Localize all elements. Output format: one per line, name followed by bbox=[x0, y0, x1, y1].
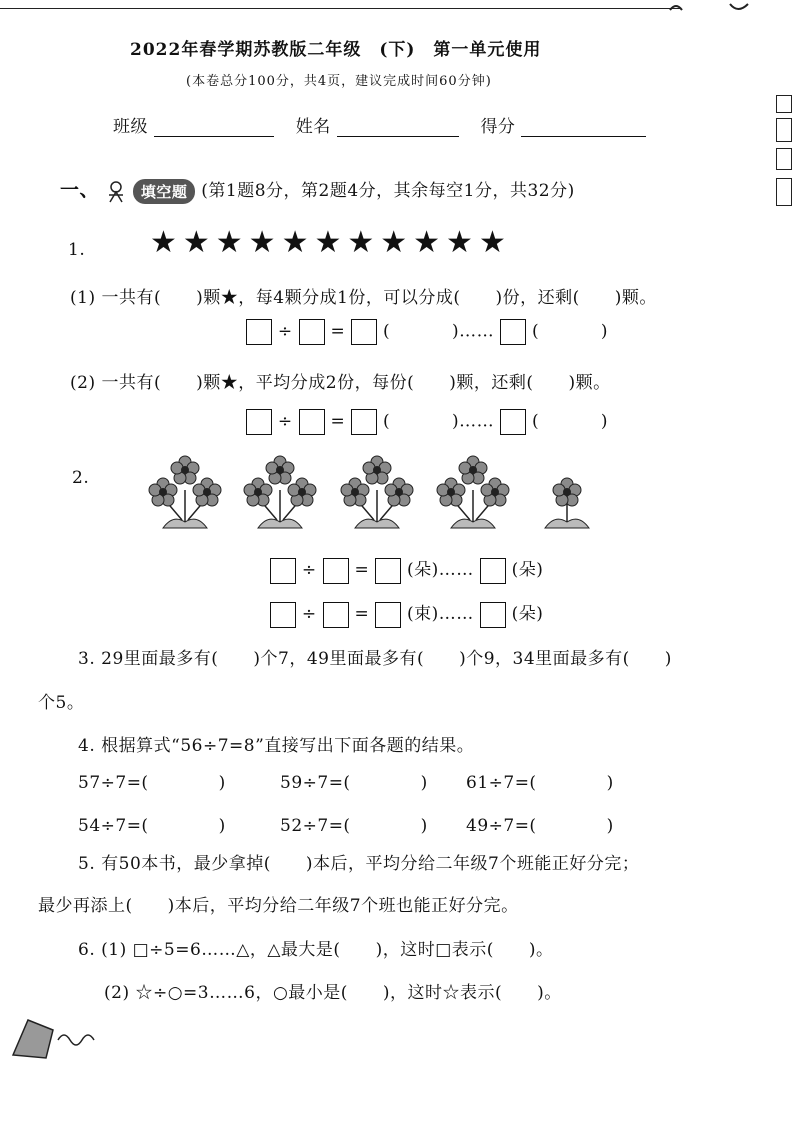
paren-close: ) bbox=[451, 321, 460, 342]
star-row: ★★★★★★★★★★★ bbox=[150, 225, 512, 260]
binding-mark bbox=[776, 178, 792, 206]
q1-part1: (1) 一共有( )颗★，每4颗分成1份，可以分成( )份，还剩( )颗。 bbox=[70, 288, 657, 308]
remainder-dots: …… bbox=[459, 411, 495, 432]
exam-note: (本卷总分100分，共4页，建议完成时间60分钟) bbox=[186, 74, 492, 89]
answer-box[interactable] bbox=[246, 409, 272, 435]
answer-box[interactable] bbox=[480, 602, 506, 628]
score-label: 得分 bbox=[480, 117, 516, 137]
paren-close: ) bbox=[600, 411, 609, 432]
answer-box[interactable] bbox=[323, 602, 349, 628]
score-blank[interactable] bbox=[521, 136, 646, 137]
answer-box[interactable] bbox=[270, 602, 296, 628]
answer-box[interactable] bbox=[323, 558, 349, 584]
section-number: 一、 bbox=[60, 179, 100, 201]
q1-number: 1. bbox=[68, 240, 86, 260]
binding-mark bbox=[776, 148, 792, 170]
equals-sign: = bbox=[354, 560, 370, 580]
unit-label: (朵) bbox=[407, 560, 439, 580]
q4-item: 54÷7=( ) bbox=[78, 816, 226, 836]
kid-mascot-icon bbox=[105, 180, 127, 204]
flower-bunches-image bbox=[145, 450, 605, 540]
equals-sign: = bbox=[330, 321, 346, 342]
name-label: 姓名 bbox=[295, 117, 331, 137]
divide-sign: ÷ bbox=[277, 321, 293, 342]
q4-item: 59÷7=( ) bbox=[280, 773, 428, 793]
q5-line2: 最少再添上( )本后，平均分给二年级7个班也能正好分完。 bbox=[38, 896, 519, 916]
paren-open: ( bbox=[383, 411, 391, 432]
binding-mark bbox=[776, 118, 792, 142]
divide-sign: ÷ bbox=[277, 411, 293, 432]
class-blank[interactable] bbox=[154, 136, 274, 137]
binding-mark bbox=[776, 95, 792, 113]
section-heading bbox=[60, 175, 575, 204]
answer-box[interactable] bbox=[299, 319, 325, 345]
unit-label: (朵) bbox=[511, 560, 544, 580]
section-badge: 填空题 bbox=[133, 179, 196, 204]
q2-eq2 bbox=[270, 599, 543, 628]
answer-box[interactable] bbox=[299, 409, 325, 435]
q1-part2: (2) 一共有( )颗★，平均分成2份，每份( )颗，还剩( )颗。 bbox=[70, 373, 611, 393]
q4-item: 61÷7=( ) bbox=[466, 773, 614, 793]
paren-open: ( bbox=[531, 321, 540, 342]
remainder-dots: …… bbox=[438, 560, 474, 580]
answer-box[interactable] bbox=[375, 558, 401, 584]
paren-open: ( bbox=[383, 321, 391, 342]
mascot-corner-icon bbox=[8, 1010, 108, 1060]
equals-sign: = bbox=[330, 411, 346, 432]
answer-box[interactable] bbox=[375, 602, 401, 628]
q1-eq2 bbox=[246, 409, 608, 435]
paren-close: ) bbox=[451, 411, 460, 432]
answer-box[interactable] bbox=[270, 558, 296, 584]
paren-open: ( bbox=[531, 411, 540, 432]
q1-eq1 bbox=[246, 319, 608, 345]
q4-text: 4. 根据算式“56÷7=8”直接写出下面各题的结果。 bbox=[78, 736, 475, 756]
class-label: 班级 bbox=[113, 117, 148, 137]
q3-line2: 个5。 bbox=[38, 693, 85, 713]
unit-label: (朵) bbox=[511, 604, 544, 624]
page-title: 2022年春学期苏教版二年级 (下) 第一单元使用 bbox=[130, 40, 542, 60]
q2-eq1 bbox=[270, 555, 543, 584]
paren-close: ) bbox=[600, 321, 609, 342]
answer-box[interactable] bbox=[500, 319, 526, 345]
remainder-dots: …… bbox=[459, 321, 495, 342]
info-row bbox=[113, 112, 646, 137]
top-rule bbox=[0, 8, 680, 9]
answer-box[interactable] bbox=[500, 409, 526, 435]
divide-sign: ÷ bbox=[301, 604, 317, 624]
q4-item: 57÷7=( ) bbox=[78, 773, 226, 793]
q3-line1: 3. 29里面最多有( )个7，49里面最多有( )个9，34里面最多有( ) bbox=[78, 649, 672, 669]
answer-box[interactable] bbox=[351, 409, 377, 435]
answer-box[interactable] bbox=[480, 558, 506, 584]
q4-item: 49÷7=( ) bbox=[466, 816, 614, 836]
name-blank[interactable] bbox=[337, 136, 459, 137]
unit-label: (束) bbox=[407, 604, 439, 624]
q2-number: 2. bbox=[72, 468, 90, 488]
corner-scribble bbox=[640, 0, 760, 18]
section-scoring: (第1题8分，第2题4分，其余每空1分，共32分) bbox=[201, 181, 575, 201]
divide-sign: ÷ bbox=[301, 560, 317, 580]
answer-box[interactable] bbox=[246, 319, 272, 345]
q6-part2: (2) ☆÷○=3……6，○最小是( )，这时☆表示( )。 bbox=[104, 983, 562, 1003]
q4-item: 52÷7=( ) bbox=[280, 816, 428, 836]
remainder-dots: …… bbox=[438, 604, 474, 624]
q6-part1: 6. (1) □÷5=6……△，△最大是( )，这时□表示( )。 bbox=[78, 940, 554, 960]
q5-line1: 5. 有50本书，最少拿掉( )本后，平均分给二年级7个班能正好分完； bbox=[78, 854, 640, 874]
equals-sign: = bbox=[354, 604, 370, 624]
answer-box[interactable] bbox=[351, 319, 377, 345]
